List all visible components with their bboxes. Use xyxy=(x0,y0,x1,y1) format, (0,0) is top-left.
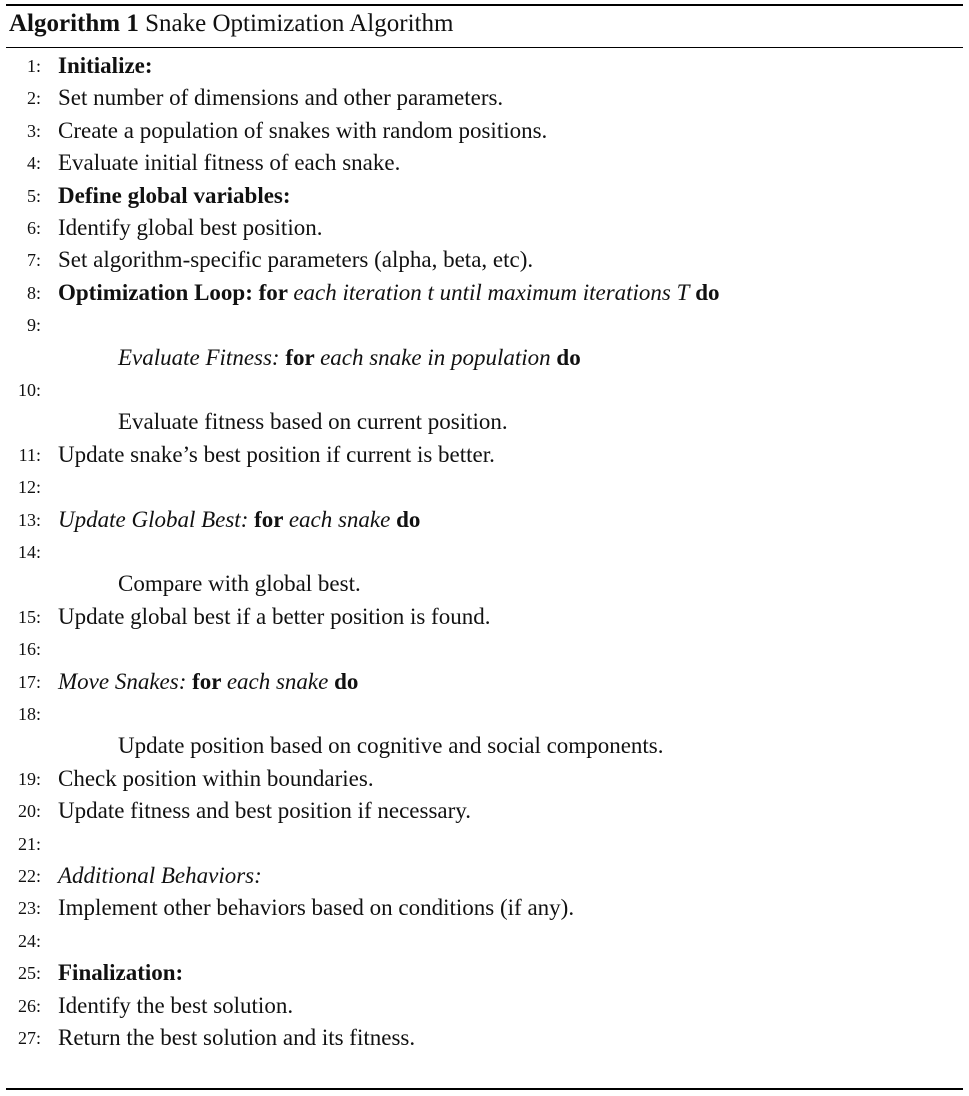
line-segment: Finalization: xyxy=(58,960,184,986)
algorithm-line xyxy=(6,729,963,763)
line-segment: Evaluate Fitness: xyxy=(118,344,280,370)
line-segment: each snake in population xyxy=(320,344,551,370)
line-number: 17: xyxy=(17,671,41,692)
line-number: 16: xyxy=(17,639,41,660)
line-number: 25: xyxy=(17,963,41,984)
line-segment: Identify the best solution. xyxy=(58,992,294,1018)
line-segment: each snake xyxy=(226,668,329,694)
algorithm-line xyxy=(6,891,963,925)
line-segment: for xyxy=(248,506,289,532)
algorithm-line xyxy=(6,924,963,958)
line-number: 22: xyxy=(17,866,41,886)
algorithm-line xyxy=(6,503,963,537)
line-segment: do xyxy=(550,344,581,370)
line-text xyxy=(58,49,153,83)
bottom-rule xyxy=(6,1088,963,1090)
line-text xyxy=(58,859,262,893)
line-number: 11: xyxy=(18,444,41,465)
line-number: 23: xyxy=(17,898,41,919)
line-segment: for xyxy=(186,668,227,694)
line-text xyxy=(58,891,574,925)
line-segment: until maximum iterations xyxy=(433,279,677,305)
caption-rule xyxy=(6,47,963,48)
line-text xyxy=(58,794,471,828)
line-segment: Optimization Loop: for xyxy=(58,279,294,305)
algorithm-line xyxy=(6,341,963,375)
line-segment: Set algorithm-specific parameters (alpha, beta, etc). xyxy=(58,247,534,273)
line-text xyxy=(118,567,361,601)
line-text xyxy=(58,956,183,990)
line-segment: for xyxy=(279,344,321,370)
line-segment: each snake xyxy=(288,506,391,532)
line-segment: Move Snakes: xyxy=(58,668,187,694)
line-text xyxy=(58,211,322,245)
algorithm-line xyxy=(6,956,963,990)
algorithm-line xyxy=(6,243,963,277)
algorithm-line xyxy=(6,373,963,407)
line-segment: t xyxy=(427,279,434,305)
line-number: 13: xyxy=(17,509,41,530)
algorithm-line xyxy=(6,114,963,148)
line-number: 9: xyxy=(26,315,41,336)
line-text xyxy=(58,243,533,277)
algorithm-line xyxy=(6,276,963,310)
top-rule xyxy=(6,4,963,6)
algorithm-line xyxy=(6,535,963,569)
line-text xyxy=(58,665,358,699)
line-segment: Set number of dimensions and other parameters. xyxy=(58,85,504,111)
algorithm-line xyxy=(6,211,963,245)
line-segment: do xyxy=(390,506,421,532)
line-segment: Update snake’s best position if current is better. xyxy=(58,441,495,467)
line-text xyxy=(118,405,508,439)
line-number: 19: xyxy=(17,768,41,789)
algorithm-line xyxy=(6,1021,963,1055)
algorithm-line xyxy=(6,567,963,601)
line-number: 21: xyxy=(17,833,41,854)
line-number: 24: xyxy=(17,930,41,951)
line-segment: Identify global best position. xyxy=(58,215,323,240)
line-segment: Define global variables: xyxy=(58,182,291,208)
line-number: 15: xyxy=(17,606,41,627)
algorithm-line xyxy=(6,600,963,634)
algorithm-line xyxy=(6,989,963,1023)
line-segment: Update position based on cognitive and social components. xyxy=(118,733,664,759)
line-segment: do xyxy=(689,279,720,305)
line-segment: Implement other behaviors based on conditions (if any). xyxy=(58,895,575,921)
line-text xyxy=(58,762,374,796)
line-number: 14: xyxy=(17,542,41,562)
line-text xyxy=(58,503,420,537)
algorithm-title: Snake Optimization Algorithm xyxy=(145,10,454,37)
line-number: 1: xyxy=(26,56,41,76)
line-segment: do xyxy=(328,668,359,694)
line-number: 6: xyxy=(26,218,41,238)
line-text xyxy=(58,146,400,180)
line-segment: Evaluate fitness based on current position. xyxy=(118,409,508,435)
line-segment: Initialize: xyxy=(58,53,153,78)
line-segment: Check position within boundaries. xyxy=(58,765,374,791)
line-segment: Additional Behaviors: xyxy=(58,863,262,888)
line-text xyxy=(118,729,664,763)
line-segment: Evaluate initial fitness of each snake. xyxy=(58,150,401,176)
algorithm-box xyxy=(6,4,963,1092)
algorithm-line xyxy=(6,146,963,180)
line-number: 18: xyxy=(17,704,41,724)
line-segment: Update fitness and best position if necessary. xyxy=(58,798,472,824)
algorithm-line xyxy=(6,827,963,861)
algorithm-line xyxy=(6,632,963,666)
line-text xyxy=(58,1021,415,1055)
algorithm-line xyxy=(6,859,963,893)
line-segment: T xyxy=(676,279,690,305)
line-number: 7: xyxy=(26,250,41,271)
algorithm-line xyxy=(6,179,963,213)
line-segment: each iteration xyxy=(293,279,428,305)
line-text xyxy=(58,276,719,310)
line-segment: Compare with global best. xyxy=(118,571,361,597)
line-number: 10: xyxy=(17,380,41,400)
line-text xyxy=(58,600,490,634)
algorithm-line xyxy=(6,470,963,504)
line-text xyxy=(58,81,503,115)
line-number: 20: xyxy=(17,801,41,822)
algorithm-line xyxy=(6,794,963,828)
line-text xyxy=(58,989,293,1023)
line-segment: Return the best solution and its fitness. xyxy=(58,1025,416,1050)
line-number: 4: xyxy=(26,153,41,174)
algorithm-line xyxy=(6,49,963,83)
line-number: 26: xyxy=(17,995,41,1016)
line-segment: Update global best if a better position is found. xyxy=(58,603,491,629)
line-text xyxy=(118,341,581,375)
line-segment: Create a population of snakes with random positions. xyxy=(58,117,548,143)
line-number: 3: xyxy=(26,120,41,141)
algorithm-label: Algorithm 1 xyxy=(9,10,139,37)
algorithm-line xyxy=(6,308,963,342)
line-number: 8: xyxy=(26,282,41,303)
line-text xyxy=(58,438,495,472)
line-number: 5: xyxy=(26,185,41,206)
line-segment: Update Global Best: xyxy=(58,506,249,532)
line-number: 12: xyxy=(17,477,41,498)
algorithm-line xyxy=(6,665,963,699)
algorithm-caption xyxy=(9,9,453,39)
algorithm-line xyxy=(6,81,963,115)
line-number: 2: xyxy=(26,88,41,109)
line-text xyxy=(58,114,547,148)
algorithm-line xyxy=(6,697,963,731)
line-text xyxy=(58,179,291,213)
algorithm-line xyxy=(6,438,963,472)
line-number: 27: xyxy=(17,1028,41,1048)
algorithm-line xyxy=(6,762,963,796)
algorithm-line xyxy=(6,405,963,439)
